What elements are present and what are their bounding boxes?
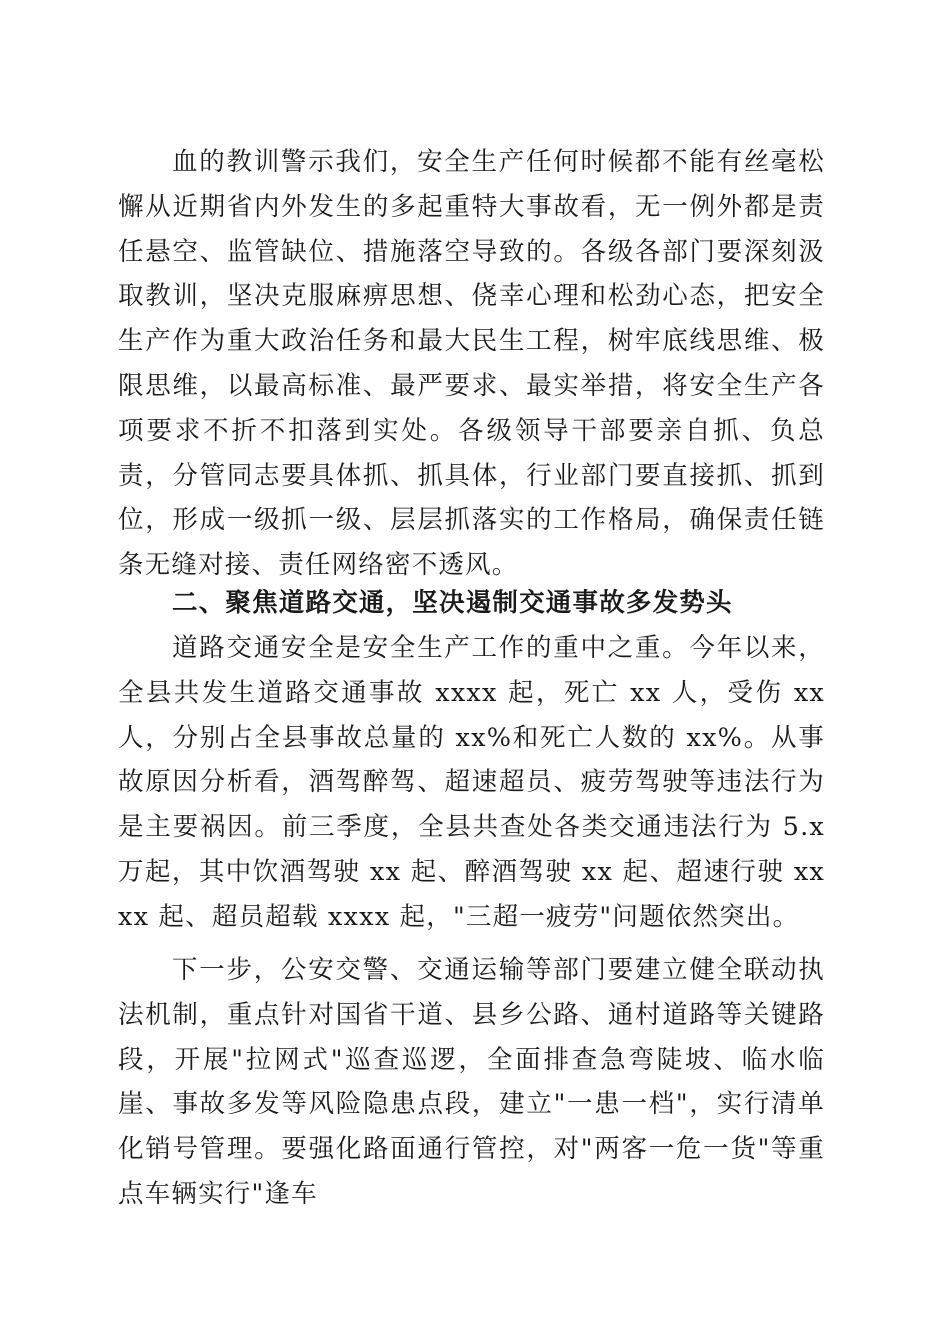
body-paragraph-traffic-statistics: 道路交通安全是安全生产工作的重中之重。今年以来，全县共发生道路交通事故 xxxx 起，死亡 xx 人，受伤 xx 人，分别占全县事故总量的 xx%和死亡人数的 xx%。从事故原因分析看，酒驾醉驾、超速超员、疲劳驾驶等违法行为是主要祸因。前三季度，全县共查处各类交通违法行为 5.x 万起，其中饮酒驾驶 xx 起、醉酒驾驶 xx 起、超速行驶 xxxx 起、超员超载 xxxx 起，"三超一疲劳"问题依然突出。 (118, 633, 825, 932)
body-paragraph-responsibility: 血的教训警示我们，安全生产任何时候都不能有丝毫松懈从近期省内外发生的多起重特大事故看，无一例外都是责任悬空、监管缺位、措施落空导致的。各级各部门要深刻汲取教训，坚决克服麻痹思想、侥幸心理和松劲心态，把安全生产作为重大政治任务和最大民生工程，树牢底线思维、极限思维，以最高标准、最严要求、最实举措，将安全生产各项要求不折不扣落到实处。各级领导干部要亲自抓、负总责，分管同志要具体抓、抓具体，行业部门要直接抓、抓到位，形成一级抓一级、层层抓落实的工作格局，确保责任链条无缝对接、责任网络密不透风。 (118, 147, 825, 581)
body-paragraph-next-steps: 下一步，公安交警、交通运输等部门要建立健全联动执法机制，重点针对国省干道、县乡公路、通村道路等关键路段，开展"拉网式"巡查巡逻，全面排查急弯陡坡、临水临崖、事故多发等风险隐患点段，建立"一患一档"，实行清单化销号管理。要强化路面通行管控，对"两客一危一货"等重点车辆实行"逢车 (118, 955, 825, 1209)
section-heading-road-traffic: 二、聚焦道路交通，坚决遏制交通事故多发势头 (172, 588, 733, 618)
